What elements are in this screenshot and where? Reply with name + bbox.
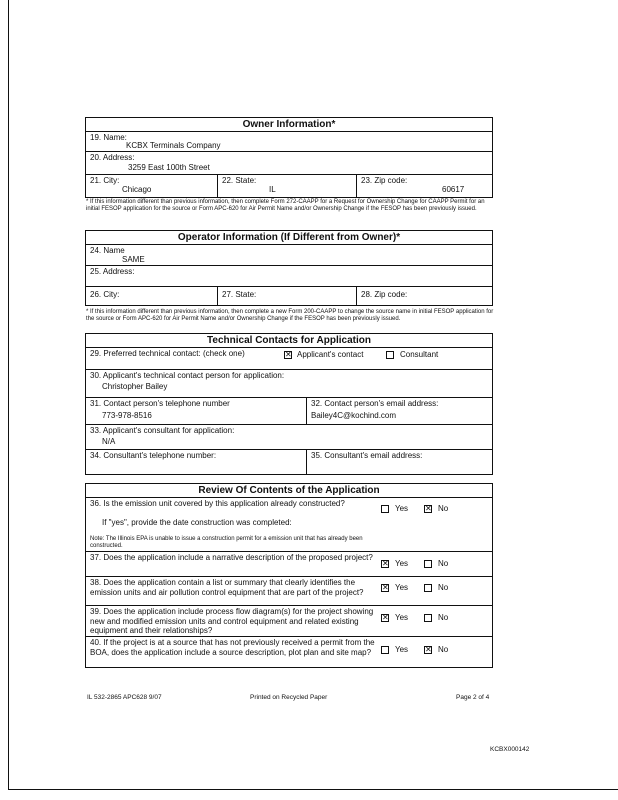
owner-title: Owner Information* [242, 119, 336, 130]
form-id: IL 532-2865 APC628 9/07 [87, 694, 162, 701]
q38-no-checkbox[interactable] [424, 584, 432, 592]
owner-name-value: KCBX Terminals Company [126, 141, 221, 150]
owner-city-row [86, 174, 492, 198]
q31-label: 31. Contact person's telephone number [90, 399, 230, 408]
owner-state-label: 22. State: [222, 176, 257, 185]
owner-address-label: 20. Address: [90, 153, 135, 162]
page-number: Page 2 of 4 [456, 694, 490, 701]
q38-yes-checkbox[interactable]: ✕ [382, 583, 389, 592]
recycled-paper-note: Printed on Recycled Paper [250, 694, 328, 701]
operator-name-value: SAME [122, 255, 145, 264]
q40-no-checkbox[interactable]: ✕ [425, 645, 432, 654]
q33-label: 33. Applicant's consultant for application: [90, 426, 235, 435]
q30-label: 30. Applicant's technical contact person for application: [90, 371, 285, 380]
yes-label: Yes [395, 583, 409, 592]
no-label: No [438, 613, 449, 622]
q29-label: 29. Preferred technical contact: (check one) [90, 349, 245, 358]
review-question-36 [86, 497, 492, 551]
q40-yes-checkbox[interactable] [381, 646, 389, 654]
q37-no-checkbox[interactable] [424, 560, 432, 568]
question-text: 38. Does the application contain a list or summary that clearly identifies the emission units and air pollution control equipment that are part of the project? [90, 578, 364, 597]
q31-value: 773-978-8516 [102, 411, 152, 420]
review-question-37 [86, 551, 492, 576]
yes-label: Yes [395, 613, 409, 622]
owner-city-label: 21. City: [90, 176, 120, 185]
yes-label: Yes [395, 559, 409, 568]
q39-no-checkbox[interactable] [424, 614, 432, 622]
review-title: Review Of Contents of the Application [198, 485, 380, 496]
no-label: No [438, 583, 449, 592]
review-question-38 [86, 576, 492, 605]
no-label: No [438, 504, 449, 513]
technical-title: Technical Contacts for Application [207, 335, 371, 346]
q30-value: Christopher Bailey [102, 382, 168, 391]
owner-address-row [86, 151, 492, 174]
operator-section [85, 230, 493, 306]
question-text: 40. If the project is at a source that has not previously received a permit from the BOA, does the application include a source description, plot plan and site map? [90, 638, 375, 657]
q33-value: N/A [102, 437, 116, 446]
question-note: Note: The Illinois EPA is unable to issue a construction permit for a emission unit that has already been constructed. [90, 536, 363, 549]
no-label: No [438, 559, 449, 568]
operator-address-label: 25. Address: [90, 267, 135, 276]
q39-yes-checkbox[interactable]: ✕ [382, 613, 389, 622]
review-question-39 [86, 605, 492, 636]
applicant-contact-label: Applicant's contact [297, 350, 364, 359]
q37-yes-checkbox[interactable]: ✕ [382, 559, 389, 568]
applicant-contact-checkbox[interactable]: ✕ [285, 350, 292, 359]
owner-section [85, 117, 493, 198]
no-label: No [438, 645, 449, 654]
owner-city-value: Chicago [122, 185, 152, 194]
scan-edge-left [8, 0, 9, 790]
owner-footnote: * If this information different than previous information, then complete Form 272-CAAPP for a Request for Ownership Change for CAAPP Permit for an initial FESOP application for the source or Form APC-620 for Air Permit Name and/or Ownership Change if the FESOP has been previously issued. [86, 199, 485, 212]
technical-section [85, 333, 493, 475]
operator-state-label: 27. State: [222, 290, 257, 299]
review-section [85, 483, 493, 668]
yes-label: Yes [395, 504, 409, 513]
owner-state-value: IL [269, 185, 276, 194]
q32-label: 32. Contact person's email address: [311, 399, 439, 408]
question-text: 36. Is the emission unit covered by this application already constructed? [90, 499, 345, 508]
operator-city-label: 26. City: [90, 290, 120, 299]
review-question-40 [86, 636, 492, 668]
question-text: 37. Does the application include a narrative description of the proposed project? [90, 553, 373, 562]
owner-zip-label: 23. Zip code: [361, 176, 408, 185]
owner-address-value: 3259 East 100th Street [128, 163, 210, 172]
owner-name-row [86, 131, 492, 151]
q36-no-checkbox[interactable]: ✕ [425, 504, 432, 513]
q32-value: Bailey4C@kochind.com [311, 411, 397, 420]
consultant-checkbox[interactable] [386, 351, 394, 359]
operator-footnote: * If this information different than previous information, then complete a new Form 200-CAAPP to change the source name in initial FESOP application for the source or Form APC-620 for Air Permit Name and/or Ownership Change if the FESOP has been previously issued. [86, 309, 494, 322]
operator-title: Operator Information (If Different from Owner)* [177, 232, 401, 243]
scan-edge-bottom [8, 789, 618, 790]
bates-number: KCBX000142 [490, 746, 530, 753]
q34-label: 34. Consultant's telephone number: [90, 451, 217, 460]
owner-zip-value: 60617 [442, 185, 465, 194]
q35-label: 35. Consultant's email address: [311, 451, 423, 460]
yes-label: Yes [395, 645, 409, 654]
q36-yes-checkbox[interactable] [381, 505, 389, 513]
operator-name-label: 24. Name [90, 246, 125, 255]
consultant-label: Consultant [400, 350, 439, 359]
owner-name-label: 19. Name: [90, 133, 127, 142]
question-text: 39. Does the application include process flow diagram(s) for the project showing new and modified emission units and control equipment and related existing equipment and their relationships? [90, 607, 374, 635]
operator-zip-label: 28. Zip code: [361, 290, 408, 299]
question-subtext: If "yes", provide the date construction was completed: [102, 518, 292, 527]
